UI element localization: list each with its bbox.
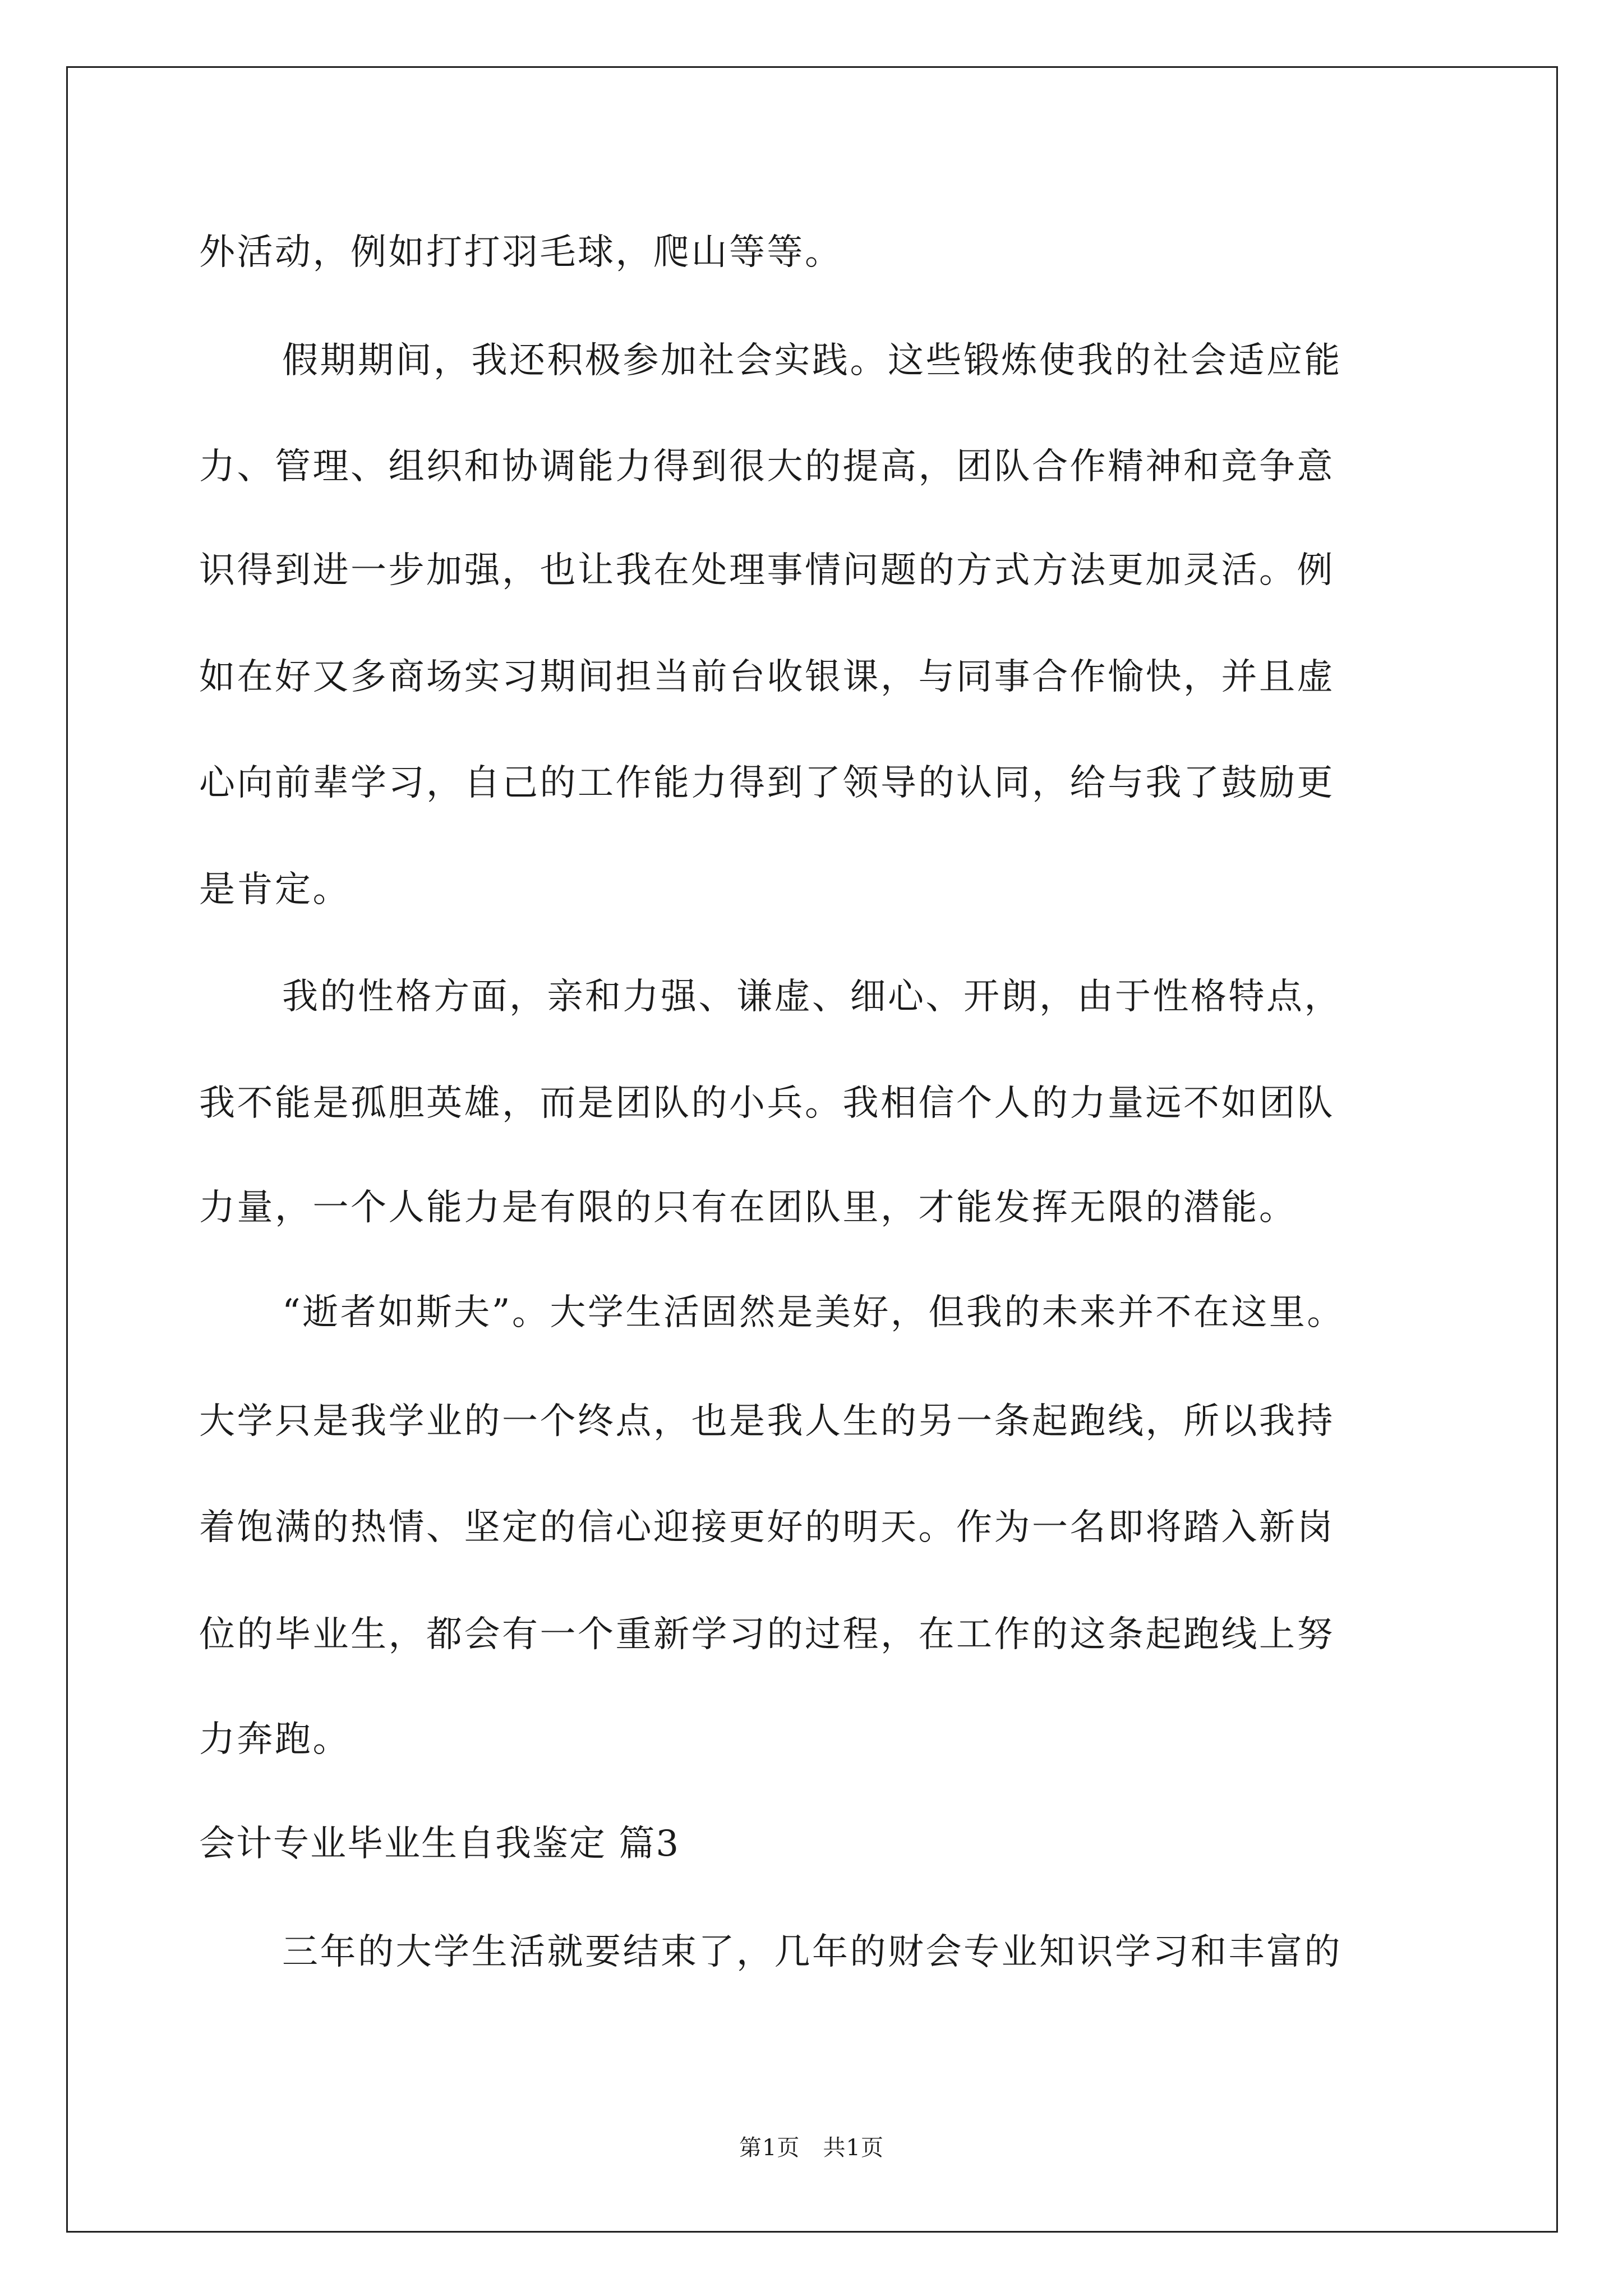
text-line: 外活动，例如打打羽毛球，爬山等等。 [199, 232, 843, 273]
text-line: 力量，一个人能力是有限的只有在团队里，才能发挥无限的潜能。 [199, 1187, 1297, 1228]
paragraph-start: 假期期间，我还积极参加社会实践。这些锻炼使我的社会适应能 [282, 340, 1342, 381]
text-line: 着饱满的热情、坚定的信心迎接更好的明天。作为一名即将踏入新岗 [199, 1507, 1335, 1548]
text-line: 是肯定。 [199, 869, 351, 910]
text-line: 力、管理、组织和协调能力得到很大的提高，团队合作精神和竞争意 [199, 446, 1335, 487]
paragraph-start: 三年的大学生活就要结束了，几年的财会专业知识学习和丰富的 [282, 1931, 1342, 1973]
text-line: 如在好又多商场实习期间担当前台收银课，与同事合作愉快，并且虚 [199, 656, 1335, 698]
paragraph-start: “逝者如斯夫”。大学生活固然是美好，但我的未来并不在这里。 [282, 1292, 1345, 1333]
paragraph-start: 我的性格方面，亲和力强、谦虚、细心、开朗，由于性格特点， [282, 976, 1342, 1018]
text-line: 大学只是我学业的一个终点，也是我人生的另一条起跑线，所以我持 [199, 1401, 1335, 1442]
section-heading: 会计专业毕业生自我鉴定 篇3 [199, 1823, 680, 1865]
page-number-footer: 第1页 共1页 [739, 2135, 884, 2161]
text-line: 我不能是孤胆英雄，而是团队的小兵。我相信个人的力量远不如团队 [199, 1083, 1335, 1124]
page-border [66, 66, 1558, 2233]
text-line: 识得到进一步加强，也让我在处理事情问题的方式方法更加灵活。例 [199, 550, 1335, 591]
text-line: 心向前辈学习，自己的工作能力得到了领导的认同，给与我了鼓励更 [199, 762, 1335, 804]
text-line: 位的毕业生，都会有一个重新学习的过程，在工作的这条起跑线上努 [199, 1614, 1335, 1655]
text-line: 力奔跑。 [199, 1719, 351, 1760]
